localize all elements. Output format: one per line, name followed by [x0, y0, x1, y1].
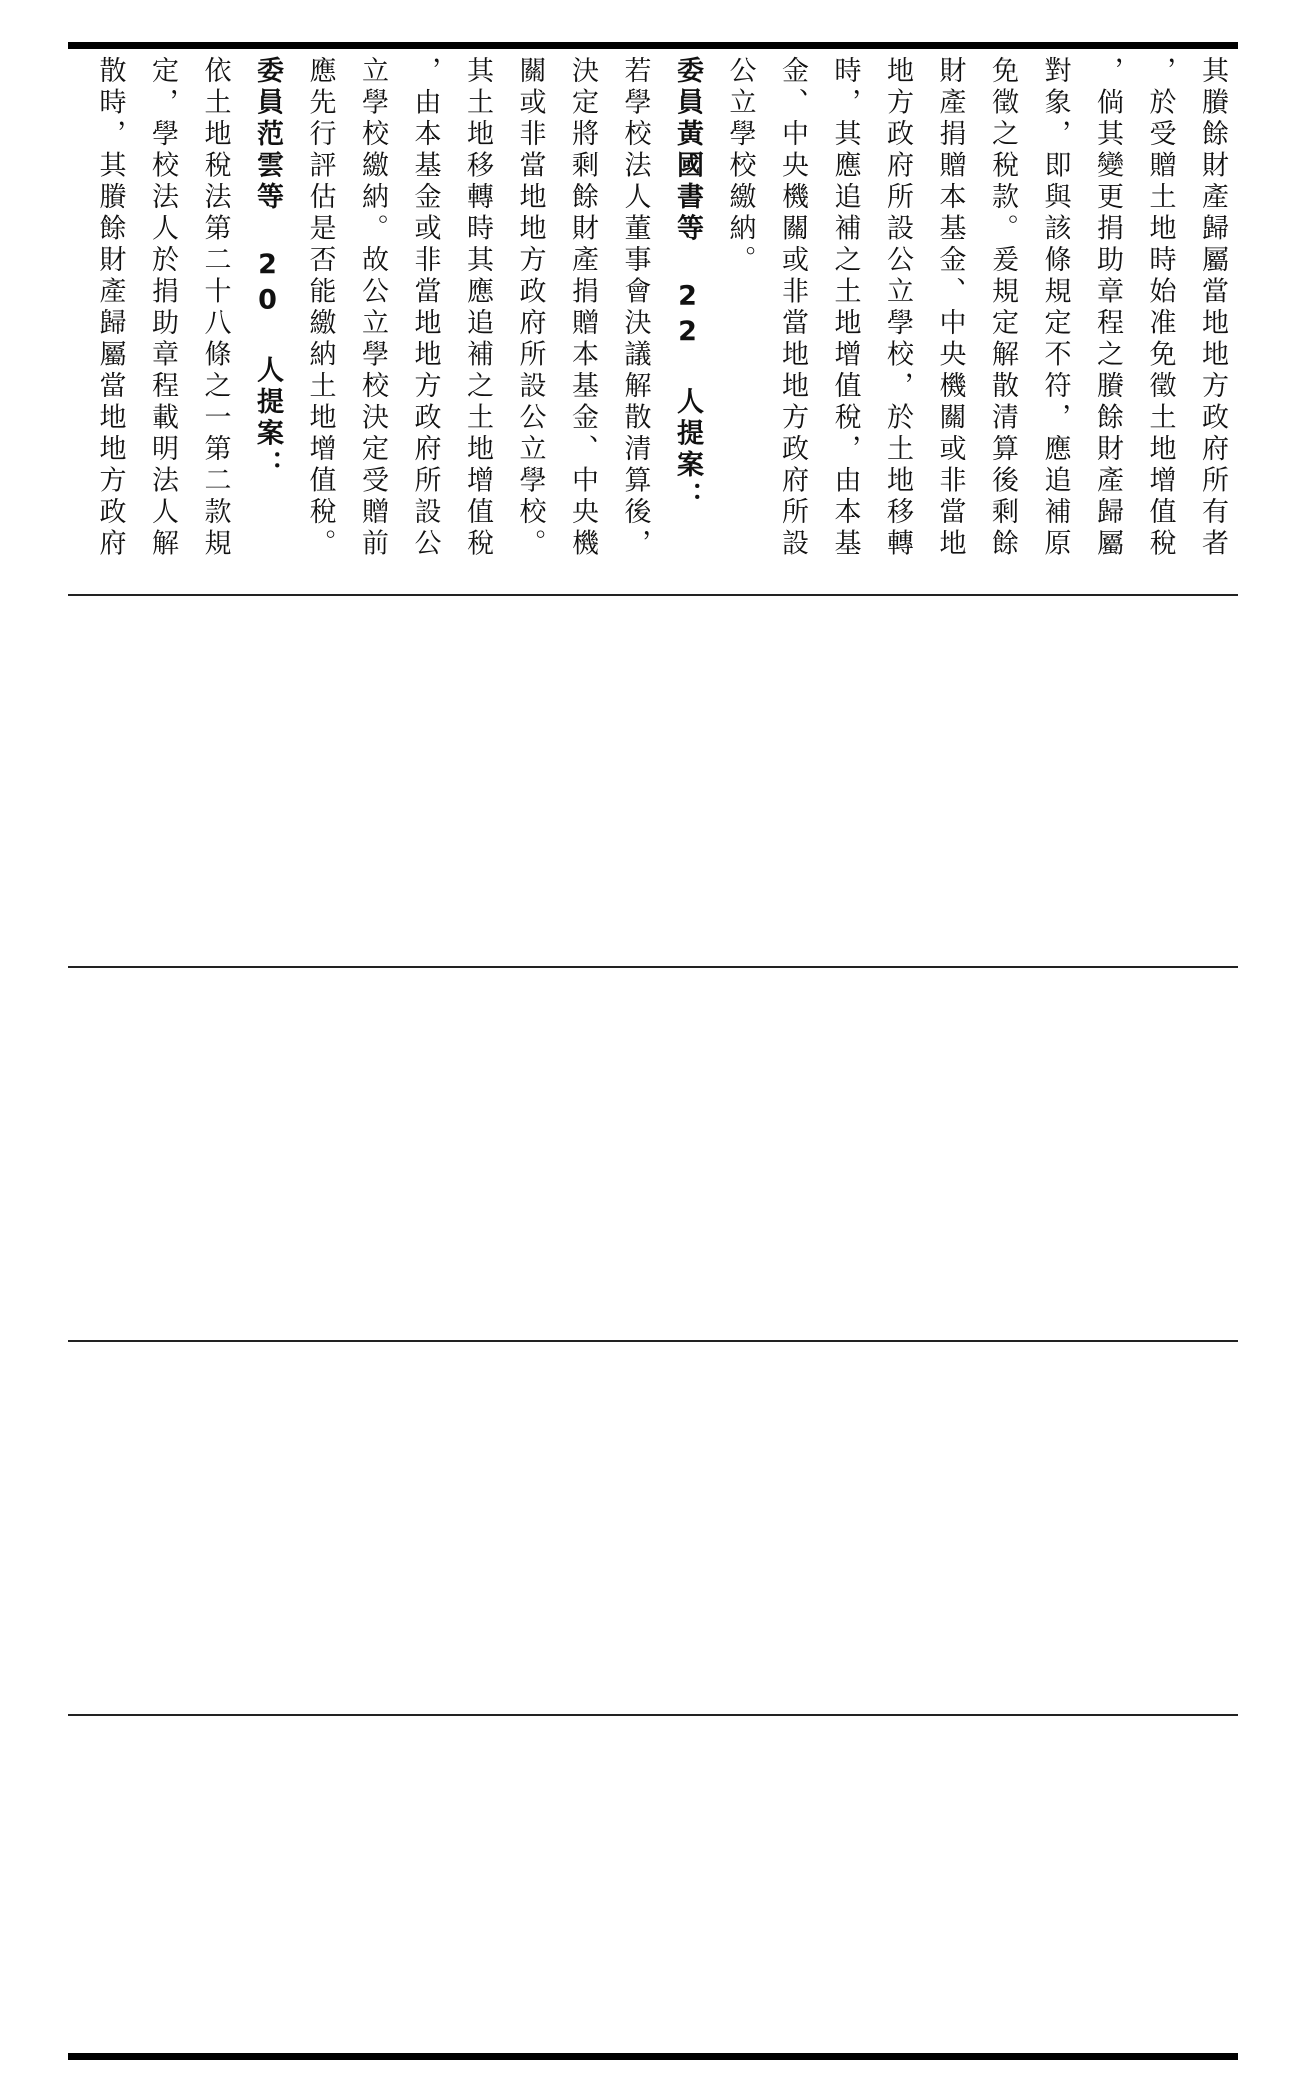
text-line: 散時，其賸餘財產歸屬當地地方政府 [94, 56, 126, 560]
explanation-column [68, 56, 1238, 583]
text-line: ，由本基金或非當地地方政府所設公 [409, 56, 441, 560]
text-line: 其土地移轉時其應追補之土地增值稅 [462, 56, 493, 560]
document-page [68, 42, 1238, 2060]
text-line: 決定將剩餘財產捐贈本基金、中央機 [567, 56, 598, 560]
proposal-heading: 委員黃國書等 22 人提案： [672, 56, 703, 513]
text-line: 金、中央機關或非當地地方政府所設 [777, 56, 808, 560]
bottom-rule [68, 2053, 1238, 2060]
text-line: 免徵之稅款。爰規定解散清算後剩餘 [987, 56, 1018, 560]
text-line: 地方政府所設公立學校，於土地移轉 [882, 56, 913, 560]
text-line: 關或非當地地方政府所設公立學校。 [514, 56, 546, 560]
text-line: 時，其應追補之土地增值稅，由本基 [829, 56, 861, 560]
empty-table-cell [68, 1716, 1238, 2053]
text-line: ，倘其變更捐助章程之賸餘財產歸屬 [1092, 56, 1123, 560]
top-rule [68, 42, 1238, 49]
text-line: 應先行評估是否能繳納土地增值稅。 [304, 56, 336, 560]
text-line: 公立學校繳納。 [724, 56, 756, 277]
proposal-heading: 委員范雲等 20 人提案： [252, 56, 283, 482]
text-line: ，於受贈土地時始准免徵土地增值稅 [1144, 56, 1176, 560]
text-line: 立學校繳納。故公立學校決定受贈前 [357, 56, 388, 560]
text-line: 財產捐贈本基金、中央機關或非當地 [934, 56, 966, 560]
empty-table-cell [68, 596, 1238, 966]
empty-table-cell [68, 968, 1238, 1340]
text-line: 依土地稅法第二十八條之一第二款規 [199, 56, 231, 560]
text-line: 定，學校法人於捐助章程載明法人解 [147, 56, 178, 560]
text-line: 對象，即與該條規定不符，應追補原 [1039, 56, 1071, 560]
empty-table-cell [68, 1342, 1238, 1714]
text-line: 若學校法人董事會決議解散清算後， [619, 56, 651, 560]
text-line: 其賸餘財產歸屬當地地方政府所有者 [1197, 56, 1228, 560]
